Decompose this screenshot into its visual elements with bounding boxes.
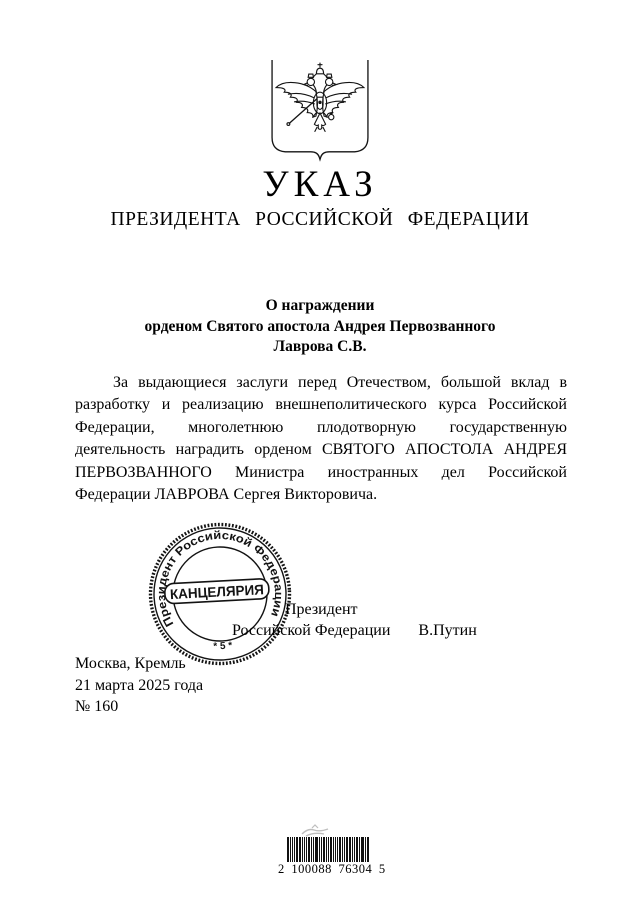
subject-line-1: О награждении	[265, 297, 375, 314]
print-artifact	[296, 824, 332, 838]
issuance-date: 21 марта 2025 года	[75, 676, 204, 694]
page-title: УКАЗ	[262, 164, 378, 205]
barcode-bars	[286, 837, 370, 862]
subject-line-3: Лаврова С.В.	[273, 338, 367, 355]
subject-line-2: орденом Святого апостола Андрея Первозванного	[144, 317, 496, 335]
signer-role-line-1: Президент	[285, 601, 358, 618]
coat-of-arms-icon	[271, 60, 369, 162]
stamp-number: * 5 *	[213, 640, 233, 653]
decree-body-paragraph: За выдающиеся заслуги перед Отечеством, большой вклад в разработку и реализацию внешнеполитического курса Российской Федерации, многолетнюю плодотворную государственную деятельность наградить орденом СВЯТОГО АПОСТОЛА АНДРЕЯ ПЕРВОЗВАННОГО Министра иностранных дел Российской Федерации ЛАВРОВА Сергея Викторовича.	[75, 374, 567, 504]
barcode-digits: 2 100088 76304 5	[278, 862, 386, 876]
issuance-block	[75, 653, 203, 718]
issuance-place: Москва, Кремль	[75, 655, 186, 672]
signer-role-line-2: Российской Федерации	[232, 622, 391, 639]
stamp-center-text: КАНЦЕЛЯРИЯ	[169, 581, 268, 603]
signer-name: В.Путин	[418, 622, 477, 639]
stamp-ring-text: Президент Российской Федерации	[155, 529, 285, 629]
decree-number: № 160	[75, 698, 119, 715]
page-subtitle: ПРЕЗИДЕНТА РОССИЙСКОЙ ФЕДЕРАЦИИ	[110, 209, 530, 230]
barcode	[278, 837, 386, 877]
chancellery-stamp	[144, 519, 296, 669]
subject-heading	[0, 296, 640, 358]
